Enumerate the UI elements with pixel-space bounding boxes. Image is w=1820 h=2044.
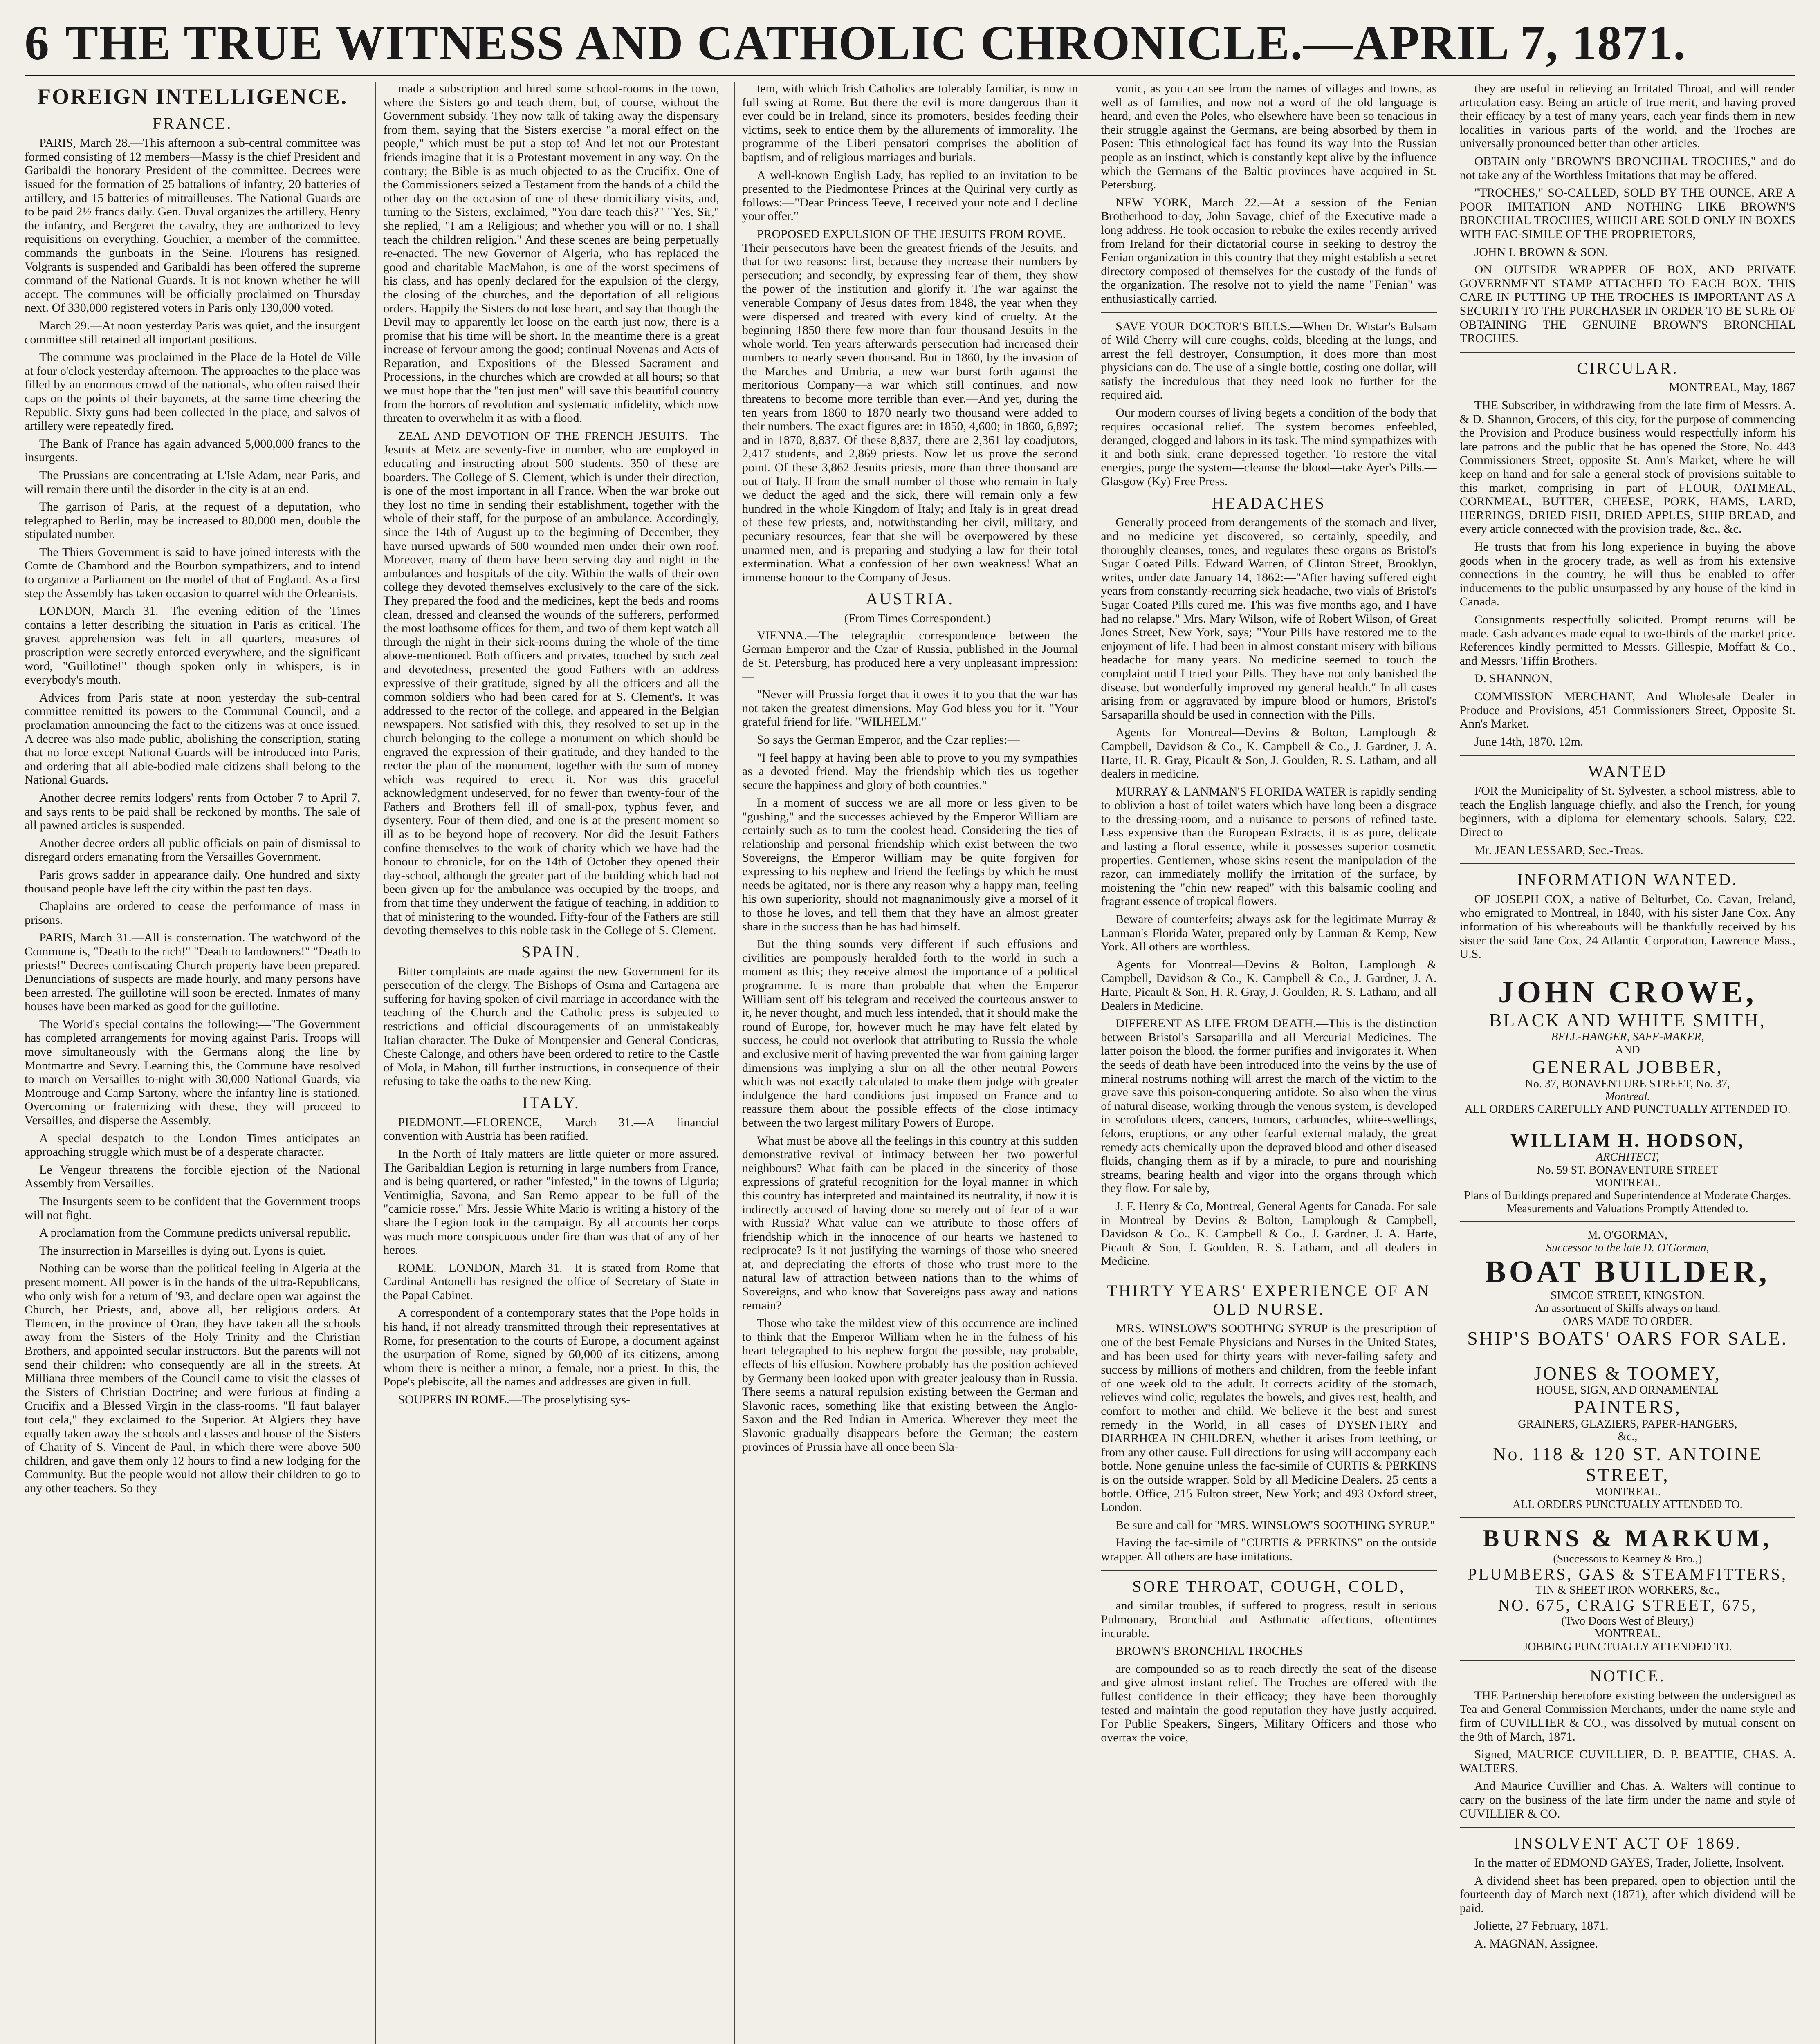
paragraph: A. MAGNAN, Assignee. xyxy=(1474,1936,1598,1950)
paragraph: The Thiers Government is said to have joined interests with the Comte de Chambord and the Bourbon sympathizers, and to intend to organize a Parliament on the model of that of England. As a first step the Assembly has taken occasion to quarrel with the Orleanists. xyxy=(25,545,361,600)
paragraph: ROME.—LONDON, March 31.—It is stated from Rome that Cardinal Antonelli has resigned the office of Secretary of State in the Papal Cabinet. xyxy=(383,1261,719,1302)
newspaper-title: THE TRUE WITNESS AND CATHOLIC CHRONICLE.—APRIL 7, 1871. xyxy=(65,16,1687,70)
jones-city: MONTREAL. xyxy=(1594,1485,1661,1498)
burns-line2: TIN & SHEET IRON WORKERS, &c., xyxy=(1535,1583,1720,1596)
paragraph: The Bank of France has again advanced 5,000,000 francs to the insurgents. xyxy=(25,437,361,464)
paragraph: ZEAL AND DEVOTION OF THE FRENCH JESUITS.—The Jesuits at Metz are seventy-five in number, who are employed in educating and instructing about 500 students. 350 of these are boarders. The College of S. Clement, which is under their direction, is one of the most important in all France. When the war broke out they lost no time in sending their establishment, together with the whole of their staff, for the purpose of an ambulance. Accordingly, since the 14th of August up to the beginning of December, they have nursed upwards of 500 wounded men under their own roof. Moreover, many of them have been serving day and night in the ambulances and hospitals of the city. Within the walls of their own college they devoted themselves exclusively to the care of the sick. They prepared the food and the medicines, kept the beds and rooms clean, dressed and cleansed the wounds of the sufferers, performed the most loathsome offices for them, and two of them kept watch all through the night in their sick-rooms during the whole of the time above-mentioned. Both officers and privates, touched by such zeal and devotedness, presented the good Fathers with an address expressive of their gratitude, signed by all the officers and all the common soldiers who had been cared for at S. Clement's. It was addressed to the rector of the college, and appeared in the Belgian newspapers. Not satisfied with this, they resolved to set up in the church belonging to the college a monument on which should be engraved the expression of their gratitude, and they handed to the rector the plan of the monument, together with the sum of money which was required to erect it. Nor was this graceful acknowledgment undeserved, for no fewer than twenty-four of the Fathers and Brothers fell ill of small-pox, typhus fever, and dysentery. Four of them died, and one is at the present moment so ill as to be beyond hope of recovery. Nor did the Jesuit Fathers confine themselves to the work of charity which we have had the honour to chronicle, for on the 14th of October they opened their day-school, although the greater part of the building which had not been given up for the ambulance was occupied by the troops, and from that time they underwent the fatigue of teaching, in addition to that of ministering to the wounded. Fifty-four of the Fathers are still devoting themselves to this noble task in the College of S. Clement. xyxy=(383,429,719,937)
paragraph: Paris grows sadder in appearance daily. One hundred and sixty thousand people have left the city within the past ten days. xyxy=(25,867,361,895)
crowe-advert xyxy=(1460,975,1795,1116)
columns xyxy=(25,82,1795,2044)
article-body xyxy=(383,1116,719,1407)
article-body xyxy=(742,629,1078,1454)
burns-doors: (Two Doors West of Bleury,) xyxy=(1561,1614,1694,1627)
throat-title: SORE THROAT, COUGH, COLD, xyxy=(1132,1577,1405,1596)
subhead-austria: AUSTRIA. xyxy=(866,589,954,608)
paragraph: MURRAY & LANMAN'S FLORIDA WATER is rapidly sending to oblivion a host of toilet waters which have long been a disgrace to the dressing-room, and a nuisance to persons of refined taste. Less expensive than the European Extracts, it is as pure, delicate and lasting a floral essence, while it possesses superior cosmetic properties. Gentlemen, whose skins resent the manipulation of the razor, can immediately mollify the irritation of the surface, by moistening the "chin new reaped" with this balsamic cooling and fragrant essence of tropical flowers. xyxy=(1101,784,1437,908)
jones-line2: PAINTERS, xyxy=(1573,1396,1681,1418)
burns-address: NO. 675, CRAIG STREET, 675, xyxy=(1498,1596,1757,1615)
subhead-france: FRANCE. xyxy=(152,114,233,133)
insolvent-title: INSOLVENT ACT OF 1869. xyxy=(1514,1834,1741,1853)
paragraph: In the North of Italy matters are little quieter or more assured. The Garibaldian Legion is returning in large numbers from France, and is being quartered, or rather "infested," in the towns of Liguria; Ventimiglia, Savona, and San Remo appear to be full of the "camicie rosse." Mrs. Jessie White Mario is writing a history of the share the Legion took in the campaign. By all accounts her corps was much more conspicuous under fire than was that of any of her heroes. xyxy=(383,1147,719,1257)
paragraph: SAVE YOUR DOCTOR'S BILLS.—When Dr. Wistar's Balsam of Wild Cherry will cure coughs, colds, bleeding at the lungs, and arrest the fell destroyer, Consumption, it does more than most physicians can do. The use of a single bottle, costing one dollar, will satisfy the incredulous that they need look no further for the required aid. xyxy=(1101,319,1437,402)
paragraph: they are useful in relieving an Irritated Throat, and will render articulation easy. Being an article of true merit, and having proved their efficacy by a test of many years, each year finds them in new localities in various parts of the world, and the Troches are universally pronounced better than other articles. xyxy=(1459,82,1796,150)
paragraph: Joliette, 27 February, 1871. xyxy=(1474,1919,1609,1933)
subhead-spain: SPAIN. xyxy=(521,942,581,961)
paragraph: OF JOSEPH COX, a native of Belturbet, Co. Cavan, Ireland, who emigrated to Montreal, in 1840, with his sister Jane Cox. Any information of his whereabouts will be thankfully received by his sister the said Jane Cox, 24 Atlantic Corporation, Lawrence Mass., U.S. xyxy=(1459,892,1796,961)
paragraph: Signed, MAURICE CUVILLIER, D. P. BEATTIE, CHAS. A. WALTERS. xyxy=(1459,1748,1796,1775)
paragraph: Bitter complaints are made against the new Government for its persecution of the clergy. The Bishops of Osma and Cartagena are suffering for having spoken of civil marriage in accordance with the teaching of the Church and the Catholic press is subjected to restrictions and official discouragements of an unmistakeably Italian character. The Duke of Montpensier and General Conticras, Cheste Calonge, and others have been ordered to retire to the Castle of Mola, in Mahon, till further instructions, in consequence of their refusing to take the oaths to the new King. xyxy=(383,964,719,1088)
hodson-line1: Plans of Buildings prepared and Superintendence at Moderate Charges. xyxy=(1464,1189,1791,1202)
burns-name: BURNS & MARKUM, xyxy=(1483,1525,1773,1552)
hodson-role: ARCHITECT, xyxy=(1596,1151,1659,1164)
crowe-address: No. 37, BONAVENTURE STREET, No. 37, xyxy=(1525,1077,1730,1090)
paragraph: The Prussians are concentrating at L'Isle Adam, near Paris, and will remain there until the disorder in the city is at an end. xyxy=(25,468,361,496)
paragraph: Chaplains are ordered to cease the performance of mass in prisons. xyxy=(25,899,361,927)
ogorman-successor: Successor to the late D. O'Gorman, xyxy=(1546,1242,1709,1255)
jones-line1: HOUSE, SIGN, AND ORNAMENTAL xyxy=(1536,1384,1719,1397)
paragraph: The commune was proclaimed in the Place de la Hotel de Ville at four o'clock yesterday afternoon. The approaches to the place was filled by an enormous crowd of the nationals, who often raised their caps on the points of their bayonets, at the same time cheering the Republic. Sixty guns had been collected in the place, and salvos of artillery were repeatedly fired. xyxy=(25,350,361,433)
advert-body xyxy=(1460,892,1795,961)
paragraph: VIENNA.—The telegraphic correspondence between the German Emperor and the Czar of Russia, published in the Journal de St. Petersburg, has produced here a very unpleasant impression:— xyxy=(742,628,1078,684)
advert-body xyxy=(1101,1322,1436,1563)
crowe-line3: GENERAL JOBBER, xyxy=(1532,1056,1723,1078)
ogorman-line3: SHIP'S BOATS' OARS FOR SALE. xyxy=(1467,1328,1788,1349)
divider xyxy=(1460,863,1795,864)
paragraph: But the thing sounds very different if such effusions and civilities are pompously heralded forth to the world in such a moment as this; they receive almost the importance of a political programme. It is more than probable that when the Emperor William sent off his telegram and received the courteous answer to it, he never thought, and much less intended, that it should make the round of Europe, for, however much he may have felt elated by success, he could not overlook that attributing to Russia the whole and exclusive merit of having prevented the war from gaining larger dimensions was implying a slur on all the other neutral Powers which was not exactly calculated to make them judge with greater indulgence the hard conditions just imposed on France and to reassure them about the possible effects of the close intimacy between the two largest military Powers of Europe. xyxy=(742,937,1078,1130)
byline: (From Times Correspondent.) xyxy=(844,612,991,625)
ogorman-line2: OARS MADE TO ORDER. xyxy=(1563,1315,1692,1328)
column-5 xyxy=(1452,82,1795,2044)
ogorman-trade: BOAT BUILDER, xyxy=(1485,1254,1770,1289)
paragraph: PROPOSED EXPULSION OF THE JESUITS FROM ROME.—Their persecutors have been the greatest friends of the Jesuits, and that for two reasons: first, because they increase their numbers by persecution; and secondly, by expressing fear of them, they show the power of the institution and glorify it. The war against the venerable Company of Jesus dates from 1848, the year when they were dispersed and treated with every kind of cruelty. At the beginning 1850 there few more than four thousand Jesuits in the whole world. Ten years afterwards persecution had increased their numbers to nearly seven thousand. But in 1860, by the invasion of the Marches and Umbria, a new war burst forth against the meritorious Company—a war which still continues, and now threatens to become more terrible than ever.—And yet, during the ten years from 1860 to 1870 nearly two thousand were added to their numbers. The exact figures are: in 1850, 4,600; in 1860, 6,897; and in 1870, 8,837. Of these 8,837, there are 2,361 lay coadjutors, 2,417 students, and 2,869 priests. Now let us prove the second point. Of these 3,862 Jesuits priests, more than three thousand are out of Italy. If from the small number of those who remain in Italy we deduct the aged and the sick, there will remain only a few hundred in the whole Kingdom of Italy; and Italy is in great dread of these few priests, and, notwithstanding her civil, military, and pecuniary resources, fear that she will be overpowered by these unarmed men, and is preparing and studying a law for their total extermination. What a confession of her own weakness! What an immense honour to the Company of Jesus. xyxy=(742,227,1078,584)
article-body xyxy=(383,82,719,937)
burns-advert xyxy=(1460,1525,1795,1653)
divider xyxy=(1101,312,1436,313)
divider xyxy=(1460,1517,1795,1518)
paragraph: In the matter of EDMOND GAYES, Trader, Joliette, Insolvent. xyxy=(1474,1856,1784,1869)
advert-body xyxy=(1101,515,1436,1268)
paragraph: "Never will Prussia forget that it owes it to you that the war has not taken the greatest dimensions. May God bless you for it. "Your grateful friend for life. "WILHELM." xyxy=(742,688,1078,729)
paragraph: PARIS, March 28.—This afternoon a sub-central committee was formed consisting of 12 members—Massy is the chief President and Garibaldi the honorary President of the committee. Decrees were issued for the formation of 25 battalions of infantry, 20 batteries of artillery, and 15 batteries of mitrailleuses. The National Guards are to be paid 2½ francs daily. Gen. Duval organizes the artillery, Henry the infantry, and Bergeret the cavalry, they are authorized to levy requisitions on everything. Gouchier, a member of the committee, commands the gunboats in the Seine. Flourens has resigned. Volgrants is suspended and Garibaldi has been offered the supreme command of the National Guards. It is not known whether he will accept. The communes will be officially proclaimed on Thursday next. Of 330,000 registered voters in Paris only 130,000 voted. xyxy=(25,136,361,315)
paragraph: Le Vengeur threatens the forcible ejection of the National Assembly from Versailles. xyxy=(25,1163,361,1190)
paragraph: D. SHANNON, xyxy=(1474,672,1553,686)
notice-title: NOTICE. xyxy=(1590,1666,1665,1685)
paragraph: "I feel happy at having been able to prove to you my sympathies as a devoted friend. May the friendship which ties us together secure the happiness and glory of both countries." xyxy=(742,751,1078,792)
burns-successors: (Successors to Kearney & Bro.,) xyxy=(1553,1552,1702,1565)
paragraph: NEW YORK, March 22.—At a session of the Fenian Brotherhood to-day, John Savage, chief of the Executive made a long address. He took occasion to rebuke the exiles recently arrived from Ireland for their dictatorial course in seeking to destroy the Fenian organization in this country that they might establish a secret directory composed of themselves for the custody of the funds of the organization. The resolve not to yield the name "Fenian" was enthusiastically carried. xyxy=(1101,195,1437,305)
paragraph: J. F. Henry & Co, Montreal, General Agents for Canada. For sale in Montreal by Devins & Bolton, Lamplough & Campbell, Davidson & Co., K. Campbell & Co., J. Gardner, J. A. Harte, Picault & Son, J. Goulden, R. S. Latham, and all dealers in Medicine. xyxy=(1101,1199,1437,1268)
paragraph: THE Subscriber, in withdrawing from the late firm of Messrs. A. & D. Shannon, Grocers, of this city, for the purpose of commencing the Provision and Produce business would respectfully inform his late patrons and the public that he has opened the Store, No. 443 Commissioners Street, opposite St. Ann's Market, where he will keep on hand and for sale a general stock of provisions suitable to this market, comprising in part of FLOUR, OATMEAL, CORNMEAL, BUTTER, CHEESE, PORK, HAMS, LARD, HERRINGS, DRIED FISH, DRIED APPLES, SHIP BREAD, and every article connected with the provision trade, &c., &c. xyxy=(1459,399,1796,536)
crowe-city: Montreal. xyxy=(1605,1090,1650,1103)
jones-line4: &c., xyxy=(1618,1430,1638,1443)
paragraph: A well-known English Lady, has replied to an invitation to be presented to the Piedmontese Princes at the Quirinal very curtly as follows:—"Dear Princess Teeve, I received your note and I decline your offer." xyxy=(742,168,1078,223)
divider xyxy=(1460,1221,1795,1222)
page-number: 6 xyxy=(25,16,49,70)
paragraph: Nothing can be worse than the political feeling in Algeria at the present moment. All power is in the hands of the ultra-Republicans, who only wish for a return of '93, and declare open war against the Church, her Priests, and, above all, her religious orders. At Tlemcen, in the province of Oran, they have taken all the schools away from the Sisters of the Holy Trinity and the Christian Brothers, and appointed secular instructors. But the parents will not send their children: who consequently are all in the streets. At Milliana three members of the Council came to visit the classes of the Sisters of Christian Doctrine; and were furious at finding a Crucifix and a Blessed Virgin in the class-rooms. "Il faut balayer tout cela," they exclaimed to the Superior. At Algiers they have equally taken away the schools and classes and house of the Sisters of Charity of S. Vincent de Paul, in which there were above 500 children, and gave them only 12 hours to find a new lodging for the Community. But the people would not allow their children to go to any other teachers. So they xyxy=(25,1262,361,1495)
column-3 xyxy=(734,82,1078,2044)
hodson-city: MONTREAL. xyxy=(1594,1177,1661,1190)
paragraph: tem, with which Irish Catholics are tolerably familiar, is now in full swing at Rome. But there the evil is more dangerous than it ever could be in Ireland, since its promoters, besides feeding their victims, seek to entice them by the allurements of immorality. The programme of the Liberi pensatori comprises the abolition of baptism, and of religious marriages and burials. xyxy=(742,82,1078,164)
paragraph: June 14th, 1870. 12m. xyxy=(1474,735,1584,749)
section-title: FOREIGN INTELLIGENCE. xyxy=(37,84,348,109)
crowe-note: ALL ORDERS CAREFULLY AND PUNCTUALLY ATTENDED TO. xyxy=(1464,1103,1791,1116)
paragraph: A special despatch to the London Times anticipates an approaching struggle which must be of a desperate character. xyxy=(25,1131,361,1159)
column-1 xyxy=(25,82,360,2044)
paragraph: He trusts that from his long experience in buying the above goods when in the grocery trade, as well as from his extensive connections in the country, he will thus be enabled to offer inducements to the public unsurpassed by any house of the kind in Canada. xyxy=(1459,540,1796,609)
column-4 xyxy=(1093,82,1436,2044)
paragraph: made a subscription and hired some school-rooms in the town, where the Sisters go and teach them, but, of course, without the Government subsidy. They now talk of taking away the dispensary from them, saying that the Sisters exercise "a moral effect on the people," which must be put a stop to! And let not our Protestant friends imagine that it is a Protestant movement in any way. On the contrary; the Bible is as much objected to as the Crucifix. One of the Commissioners seized a Testament from the hands of a child the other day on the occasion of one of these domiciliary visits, and, turning to the Sisters, exclaimed, "You dare teach this?" "Yes, Sir," she replied, "I am a Religious; and whether you will or no, I shall teach the children religion." And these scenes are being perpetually re-enacted. The new Governor of Algeria, who has replaced the good and charitable MacMahon, is one of the worst specimens of his class, and has openly declared for the expulsion of the clergy, the closing of the churches, and the deportation of all religious orders. Happily the Sisters do not lose heart, and say that though the Devil may to apparently let loose on the earth just now, there is a promise that his time will be short. In the meantime there is a great increase of fervour among the good; continual Novenas and Acts of Reparation, and Expositions of the Blessed Sacrament and Processions, in the churches which are crowded at all hours; so that we must hope that the "ten just men" will save this beautiful country from the horrors of revolution and systematic infidelity, which now threaten to overwhelm it as with a flood. xyxy=(383,82,719,425)
paragraph: Generally proceed from derangements of the stomach and liver, and no medicine yet discovered, so certainly, speedily, and thoroughly cleanses, tones, and regulates these organs as Bristol's Sugar Coated Pills. Edward Warren, of Clinton Street, Brooklyn, writes, under date January 14, 1862:—"After having suffered eight years from constantly-recurring sick headache, two vials of Bristol's Sugar Coated Pills cured me. This was five months ago, and I have had no relapse." Mrs. Mary Wilson, wife of Robert Wilson, of Great Jones Street, New York, says; "Your Pills have restored me to the enjoyment of life. I had been in almost constant misery with bilious headache for many years. No medicine seemed to touch the complaint until I tried your Pills. They have not only banished the disease, but wonderfully improved my general health." In all cases arising from or aggravated by impure blood or humors, Bristol's Sarsaparilla should be used in connection with the Pills. xyxy=(1101,515,1437,722)
paragraph: "TROCHES," SO-CALLED, SOLD BY THE OUNCE, ARE A POOR IMITATION AND NOTHING LIKE BROWN'S BRONCHIAL TROCHES, WHICH ARE SOLD ONLY IN BOXES WITH FAC-SIMILE OF THE PROPRIETORS, xyxy=(1459,186,1796,241)
article-body xyxy=(742,82,1078,584)
paragraph: SOUPERS IN ROME.—The proselytising sys- xyxy=(398,1393,630,1407)
paragraph: Having the fac-simile of "CURTIS & PERKINS" on the outside wrapper. All others are base imitations. xyxy=(1101,1536,1437,1563)
crowe-line1: BLACK AND WHITE SMITH, xyxy=(1489,1009,1766,1031)
paragraph: are compounded so as to reach directly the seat of the disease and give almost instant relief. The Troches are offered with the fullest confidence in their efficacy; they have been thoroughly tested and maintain the good reputation they have justly acquired. For Public Speakers, Singers, Military Officers and those who overtax the voice, xyxy=(1101,1662,1437,1744)
ogorman-advert xyxy=(1460,1229,1795,1349)
jones-name: JONES & TOOMEY, xyxy=(1534,1363,1721,1384)
paragraph: ON OUTSIDE WRAPPER OF BOX, AND PRIVATE GOVERNMENT STAMP ATTACHED TO EACH BOX. THIS CARE IN PUTTING UP THE TROCHES IS IMPORTANT AS A SECURITY TO THE PURCHASER IN ORDER TO BE SURE OF OBTAINING THE GENUINE BROWN'S BRONCHIAL TROCHES. xyxy=(1459,263,1796,345)
column-2 xyxy=(375,82,719,2044)
paragraph: vonic, as you can see from the names of villages and towns, as well as of families, and now not a word of the old language is heard, and even the Poles, who elsewhere have been so tenacious in their struggle against the Germans, are being absorbed by them in Posen: This ethnological fact has found its way into the Russian people as an instinct, which is constantly kept alive by the influence which the Germans of the Baltic provinces have acquired in St. Petersburg. xyxy=(1101,82,1437,192)
paragraph: A correspondent of a contemporary states that the Pope holds in his hand, if not already transmitted through their representatives at Rome, for presentation to the courts of Europe, a document against the usurpation of Rome, signed by 60,000 of its citizens, among whom there is neither a minor, a female, nor a priest. In this, the Pope's plebiscite, all the names and addresses are given in full. xyxy=(383,1306,719,1389)
jones-address: No. 118 & 120 ST. ANTOINE STREET, xyxy=(1492,1443,1763,1486)
paragraph: PARIS, March 31.—All is consternation. The watchword of the Commune is, "Death to the rich!" "Death to landowners!" "Death to priests!" Decrees confiscating Church property have been prepared. Denunciations of suspects are made hourly, and many persons have been arrested. The guillotine will soon be erected. Inmates of many houses have been marked as good for the guillotine. xyxy=(25,931,361,1013)
article-body xyxy=(1101,82,1436,306)
hodson-line2: Measurements and Valuations Promptly Attended to. xyxy=(1507,1202,1748,1215)
paragraph: Our modern courses of living begets a condition of the body that requires occasional relief. The system becomes enfeebled, deranged, clogged and labors in its task. The mind sympathizes with it and both sink, crane depressed together. To restore the vital energies, purge the system—cleanse the blood—take Ayer's Pills.—Glasgow (Ky) Free Press. xyxy=(1101,406,1437,489)
advert-body xyxy=(1460,1856,1795,1951)
paragraph: A dividend sheet has been prepared, open to objection until the fourteenth day of March next (1871), after which dividend will be paid. xyxy=(1459,1874,1796,1915)
crowe-and: AND xyxy=(1615,1043,1640,1056)
divider xyxy=(1101,1570,1436,1571)
paragraph: Mr. JEAN LESSARD, Sec.-Treas. xyxy=(1474,843,1643,857)
circular-title: CIRCULAR. xyxy=(1577,359,1679,377)
paragraph: Advices from Paris state at noon yesterday the sub-central committee remitted its powers to the Communal Council, and a proclamation announcing the fact to the citizens was at once issued. A decree was also made public, abolishing the conscription, stating that no force except National Guards will be introduced into Paris, and ordering that all able-bodied male citizens shall belong to the National Guards. xyxy=(25,690,361,787)
paragraph: Be sure and call for "MRS. WINSLOW'S SOOTHING SYRUP." xyxy=(1115,1518,1435,1532)
paragraph: The garrison of Paris, at the request of a deputation, who telegraphed to Berlin, may be increased to 80,000 men, double the stipulated number. xyxy=(25,500,361,541)
headaches-title: HEADACHES xyxy=(1212,493,1326,512)
paragraph: And Maurice Cuvillier and Chas. A. Walters will continue to carry on the business of the late firm under the name and style of CUVILLIER & CO. xyxy=(1459,1779,1796,1820)
nurse-title: THIRTY YEARS' EXPERIENCE OF AN OLD NURSE. xyxy=(1107,1281,1431,1318)
paragraph: What must be above all the feelings in this country at this sudden demonstrative revival of intimacy between her two powerful neighbours? What faith can be placed in the sincerity of those expressions of grateful recognition for the loyal manner in which this country has interpreted and maintained its neutrality, if now it is indirectly accused of having done so merely out of fear of a war with Russia? What value can we attribute to those offers of friendship which in the innocence of our hearts we hastened to reciprocate? Is it not justifying the warnings of those who sneered at, and depreciating the efforts of those who trust more to the natural law of attraction between nations than to the whims of Sovereigns, and who know that Sovereigns pass away and nations remain? xyxy=(742,1134,1078,1312)
paragraph: OBTAIN only "BROWN'S BRONCHIAL TROCHES," and do not take any of the Worthless Imitations that may be offered. xyxy=(1459,154,1796,182)
paragraph: FOR the Municipality of St. Sylvester, a school mistress, able to teach the English language chiefly, and also the French, for young beginners, with a diploma for elementary schools. Salary, £22. Direct to xyxy=(1459,784,1796,839)
ogorman-address: SIMCOE STREET, KINGSTON. xyxy=(1550,1289,1705,1302)
ogorman-name: M. O'GORMAN, xyxy=(1587,1229,1668,1242)
paragraph: LONDON, March 31.—The evening edition of the Times contains a letter describing the situation in Paris as critical. The gravest apprehension was felt in all quarters, measures of proscription were secretly enforced everywhere, and the significant word, "Guillotine!" though spoken only in whispers, is in everybody's mouth. xyxy=(25,604,361,687)
paragraph: Beware of counterfeits; always ask for the legitimate Murray & Lanman's Florida Water, prepared only by Lanman & Kemp, New York. All others are worthless. xyxy=(1101,912,1437,954)
jones-advert xyxy=(1460,1363,1795,1511)
paragraph: Another decree orders all public officials on pain of dismissal to disregard orders emanating from the Versailles Government. xyxy=(25,836,361,864)
wanted-title: WANTED xyxy=(1588,762,1667,781)
advert-body xyxy=(1460,784,1795,857)
jones-line3: GRAINERS, GLAZIERS, PAPER-HANGERS, xyxy=(1518,1417,1737,1430)
info-title: INFORMATION WANTED. xyxy=(1517,870,1738,889)
burns-note: JOBBING PUNCTUALLY ATTENDED TO. xyxy=(1523,1640,1732,1653)
article-body xyxy=(383,965,719,1088)
paragraph: March 29.—At noon yesterday Paris was quiet, and the insurgent committee still retained all important positions. xyxy=(25,318,361,346)
paragraph: Those who take the mildest view of this occurrence are inclined to think that the Emperor William when he in the fulness of his heart telegraphed to his nephew forgot the possible, nay probable, effects of his effusion. Nowhere probably has the position achieved by Germany been looked upon with greater jealousy than in Russia. There seems a natural repulsion existing between the German and Slavonic races, something like that existing between the Anglo-Saxon and the Red Indian in America. Wherever they meet the Slavonic gradually disappears before the German; the eastern provinces of Prussia have all once been Sla- xyxy=(742,1316,1078,1454)
advert-body xyxy=(1460,399,1795,749)
divider xyxy=(1460,1827,1795,1828)
burns-line1: PLUMBERS, GAS & STEAMFITTERS, xyxy=(1468,1564,1788,1583)
paragraph: Agents for Montreal—Devins & Bolton, Lamplough & Campbell, Davidson & Co., K. Campbell & Co., J. Gardner, J. A. Harte, Picault & Son, H. R. Gray, J. Goulden, R. S. Latham, and all Dealers in Medicine. xyxy=(1101,957,1437,1013)
paragraph: In a moment of success we are all more or less given to be "gushing," and the successes achieved by the Emperor William are certainly such as to turn the coolest head. Considering the ties of relationship and personal friendship which exist between the two Sovereigns, the Emperor William may be quite forgiven for expressing to his nephew and friend the feelings by which he must needs be agitated, nor is there any reason why a happy man, feeling his own superiority, should not magnanimously give a morsel of it to those he loves, and tell them that they have an almost greater share in the success than he has had himself. xyxy=(742,796,1078,933)
crowe-name: JOHN CROWE, xyxy=(1498,975,1757,1009)
paragraph: Another decree remits lodgers' rents from October 7 to April 7, and says rents to be paid shall be reckoned by months. The sale of all pawned articles is suspended. xyxy=(25,791,361,832)
masthead xyxy=(25,12,1795,76)
paragraph: MRS. WINSLOW'S SOOTHING SYRUP is the prescription of one of the best Female Physicians and Nurses in the United States, and has been used for thirty years with never-failing safety and success by millions of mothers and children, from the feeble infant of one week old to the adult. It corrects acidity of the stomach, relieves wind colic, regulates the bowels, and gives rest, health, and comfort to mother and child. We believe it the best and surest remedy in the World, in all cases of DYSENTERY and DIARRHŒA IN CHILDREN, whether it arises from teething, or from any other cause. Full directions for using will accompany each bottle. None genuine unless the fac-simile of CURTIS & PERKINS is on the outside wrapper. Sold by all Medicine Dealers. 25 cents a bottle. Office, 215 Fulton street, New York; and 493 Oxford street, London. xyxy=(1101,1322,1437,1514)
paragraph: Agents for Montreal—Devins & Bolton, Lamplough & Campbell, Davidson & Co., K. Campbell & Co., J. Gardner, J. A. Harte, H. R. Gray, Picault & Son, J. Goulden, R. S. Latham, and all dealers in medicine. xyxy=(1101,726,1437,781)
ogorman-line1: An assortment of Skiffs always on hand. xyxy=(1535,1302,1721,1315)
paragraph: DIFFERENT AS LIFE FROM DEATH.—This is the distinction between Bristol's Sarsaparilla and all Mercurial Medicines. The latter poison the blood, the former purifies and invigorates it. When the seeds of death have been introduced into the veins by the use of mineral nostrums nothing will arrest the march of the victim to the grave save this poison-conquering antidote. So also when the virus of natural disease, working through the venous system, is developed in scrofulous ulcers, cancers, tumors, carbuncles, white-swellings, felons, eruptions, or any other fearful external malady, the great remedy acts chemically upon the depraved blood and other diseased fluids, changing them as if by a miracle, to pure and nourishing streams, bearing health and vigor into the organs through which they flow. For sale by, xyxy=(1101,1017,1437,1195)
crowe-line2: BELL-HANGER, SAFE-MAKER, xyxy=(1551,1031,1704,1044)
divider xyxy=(1460,1660,1795,1661)
paragraph: and similar troubles, if suffered to progress, result in serious Pulmonary, Bronchial and Asthmatic affections, oftentimes incurable. xyxy=(1101,1599,1437,1640)
advert-body xyxy=(1101,320,1436,489)
advert-body xyxy=(1460,1689,1795,1820)
paragraph: The insurrection in Marseilles is dying out. Lyons is quiet. xyxy=(39,1244,326,1257)
article-body xyxy=(25,136,360,1495)
paragraph: A proclamation from the Commune predicts universal republic. xyxy=(39,1226,351,1240)
burns-city: MONTREAL. xyxy=(1594,1627,1661,1641)
hodson-name: WILLIAM H. HODSON, xyxy=(1510,1130,1745,1151)
advert-body xyxy=(1460,82,1795,345)
circular-date: MONTREAL, May, 1867 xyxy=(1669,381,1796,394)
paragraph: BROWN'S BRONCHIAL TROCHES xyxy=(1115,1644,1304,1658)
divider xyxy=(1460,755,1795,756)
hodson-advert xyxy=(1460,1130,1795,1215)
paragraph: PIEDMONT.—FLORENCE, March 31.—A financial convention with Austria has been ratified. xyxy=(383,1115,719,1143)
advert-body xyxy=(1101,1599,1436,1744)
paragraph: The World's special contains the following:—"The Government has completed arrangements for moving against Paris. Troops will move simultaneously with the Germans along the line by Montmartre and Sevry. Learning this, the Commune have resolved to march on Versailles to-night with 30,000 National Guards, via Montrouge and Camp Sartony, where the infantry line is stationed. Overcoming or fraternizing with these, they will proceed to Versailles, and disperse the Assembly. xyxy=(25,1017,361,1127)
paragraph: JOHN I. BROWN & SON. xyxy=(1474,245,1608,259)
paragraph: So says the German Emperor, and the Czar replies:— xyxy=(756,733,1020,746)
paragraph: THE Partnership heretofore existing between the undersigned as Tea and General Commission Merchants, under the name style and firm of CUVILLIER & CO., was dissolved by mutual consent on the 9th of March, 1871. xyxy=(1459,1688,1796,1744)
jones-note: ALL ORDERS PUNCTUALLY ATTENDED TO. xyxy=(1513,1498,1743,1511)
subhead-italy: ITALY. xyxy=(522,1093,580,1112)
divider xyxy=(1460,352,1795,353)
hodson-address: No. 59 ST. BONAVENTURE STREET xyxy=(1537,1163,1719,1177)
paragraph: Consignments respectfully solicited. Prompt returns will be made. Cash advances made equal to two-thirds of the market price. References kindly permitted to Messrs. Gillespie, Moffatt & Co., and Messrs. Tiffin Brothers. xyxy=(1459,612,1796,668)
paragraph: COMMISSION MERCHANT, And Wholesale Dealer in Produce and Provisions, 451 Commissioners Street, Opposite St. Ann's Market. xyxy=(1459,689,1796,731)
paragraph: The Insurgents seem to be confident that the Government troops will not fight. xyxy=(25,1195,361,1222)
